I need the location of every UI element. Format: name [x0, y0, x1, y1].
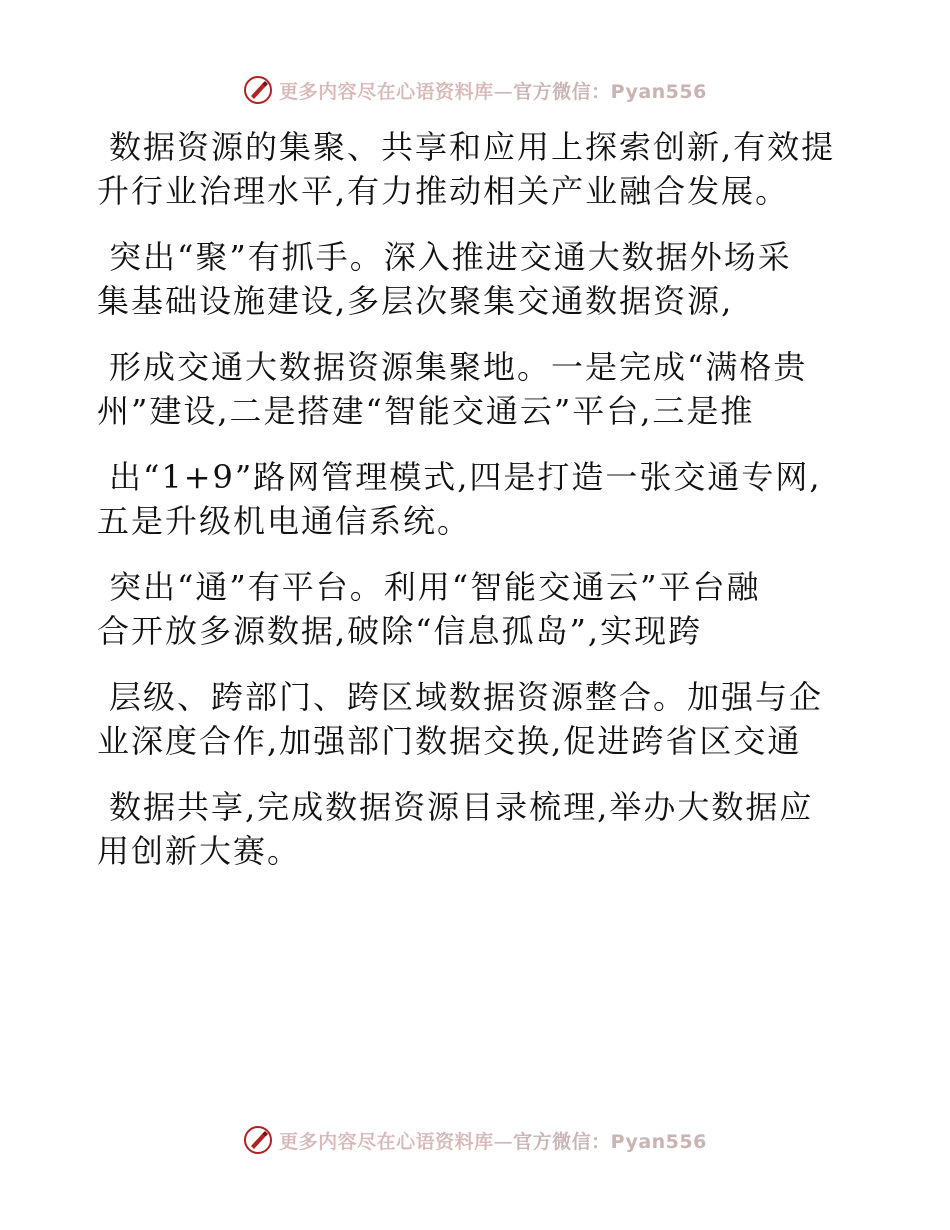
text-line: 州”建设,二是搭建“智能交通云”平台,三是推: [97, 392, 755, 430]
text-line: 形成交通大数据资源集聚地。一是完成“满格贵: [109, 348, 808, 386]
text-line: 业深度合作,加强部门数据交换,促进跨省区交通: [97, 722, 802, 760]
watermark-text: 更多内容尽在心语资料库—官方微信：Pyan556: [279, 1130, 707, 1153]
header-watermark-banner: [0, 70, 950, 110]
text-line: 突出“通”有平台。利用“智能交通云”平台融: [109, 568, 761, 606]
document-body: [97, 125, 857, 873]
text-line: 合开放多源数据,破除“信息孤岛”,实现跨: [97, 612, 703, 650]
text-line: 五是升级机电通信系统。: [97, 502, 472, 540]
text-line: 集基础设施建设,多层次聚集交通数据资源,: [97, 282, 734, 320]
text-line: 层级、跨部门、跨区域数据资源整合。加强与企: [109, 678, 824, 716]
text-line: 突出“聚”有抓手。深入推进交通大数据外场采: [109, 238, 792, 276]
text-line: 出“1+9”路网管理模式,四是打造一张交通专网,: [109, 458, 822, 496]
watermark-text: 更多内容尽在心语资料库—官方微信：Pyan556: [279, 80, 707, 103]
text-line: 升行业治理水平,有力推动相关产业融合发展。: [97, 172, 790, 210]
footer-watermark-banner: [0, 1120, 950, 1160]
pen-logo-icon: [243, 75, 273, 105]
text-line: 用创新大赛。: [97, 832, 302, 870]
text-line: 数据资源的集聚、共享和应用上探索创新,有效提: [109, 128, 836, 166]
text-line: 数据共享,完成数据资源目录梳理,举办大数据应: [109, 788, 814, 826]
pen-logo-icon: [243, 1125, 273, 1155]
